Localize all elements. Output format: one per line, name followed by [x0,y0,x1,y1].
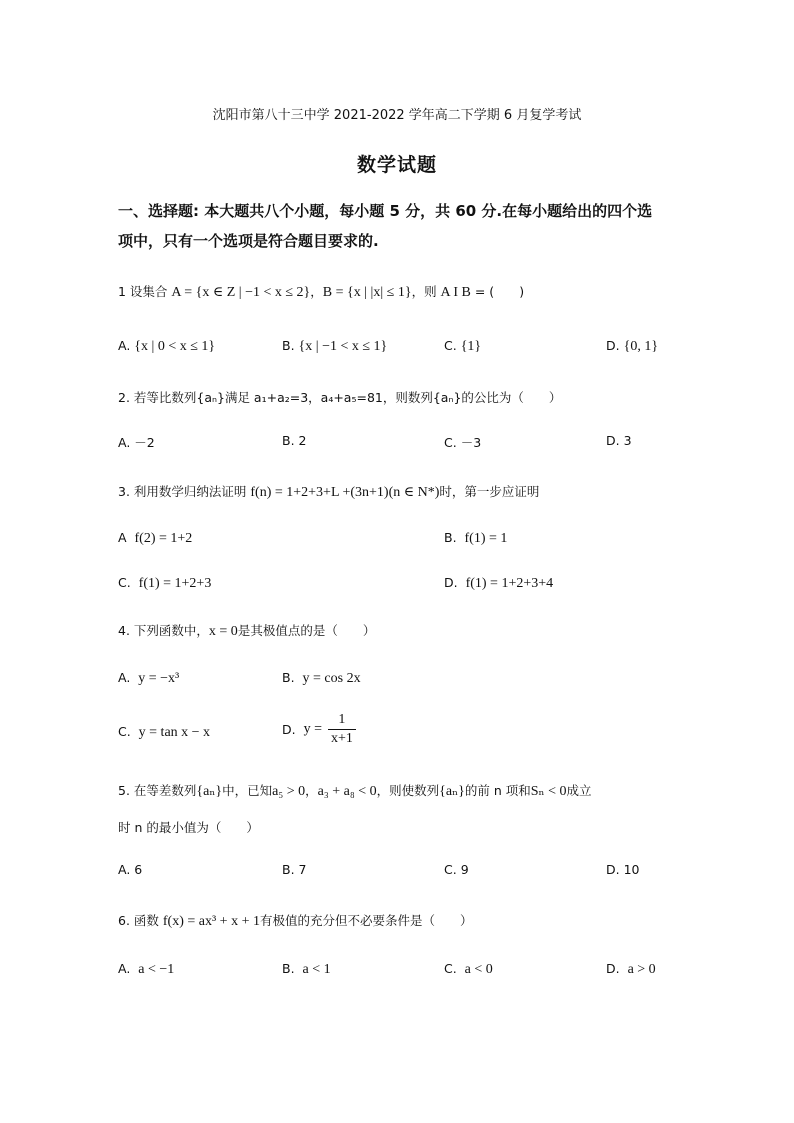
option-value: a < −1 [138,962,175,977]
question-4-suffix: 是其极值点的是（ ） [237,623,376,638]
option-value: 9 [460,862,469,877]
text: ，则使数列 [376,783,440,798]
option-label: C. [118,575,131,590]
question-2-option-c [444,433,481,451]
question-2-option-b [282,433,307,448]
question-5-option-a [118,862,142,877]
question-5-option-b [282,862,307,877]
question-4-option-d [282,712,356,747]
section-heading-line-1: 一、选择题: 本大题共八个小题，每小题 5 分，共 60 分.在每小题给出的四个选 [118,202,653,220]
option-value: 2 [298,433,307,448]
option-label: B. [282,433,295,448]
question-4-condition: x = 0 [208,624,238,639]
question-1-set-b: B = {x | |x| ≤ 1} [322,285,412,300]
question-5-option-c [444,862,469,877]
option-value: －2 [134,435,155,450]
option-label: B. [282,670,295,685]
fraction [328,712,356,747]
option-value: f(1) = 1 [464,531,508,546]
question-1 [118,282,524,301]
question-1-set-a: A = {x ∈ Z | −1 < x ≤ 2} [171,285,311,300]
text: 6. 函数 [118,913,163,928]
option-label: B. [282,338,295,353]
question-1-mid: ，则 [411,284,441,299]
question-1-expr: A I B [440,285,471,300]
question-1-suffix: = ( ) [470,284,525,299]
question-5-line-2: 时 n 的最小值为（ ） [118,820,259,835]
option-value: 6 [134,862,143,877]
option-label: C. [118,724,131,739]
option-label: D. [606,338,620,353]
question-4 [118,621,375,640]
option-label: A. [118,338,131,353]
question-6-option-c [444,961,493,978]
option-label: B. [444,530,457,545]
question-4-option-c [118,724,210,741]
math: {aₙ} [196,784,223,799]
option-value: f(2) = 1+2 [134,531,193,546]
option-label: A. [118,435,131,450]
fraction-numerator: 1 [338,712,346,727]
question-3-option-a [118,530,192,547]
option-label: D. [444,575,458,590]
question-3-formula: f(n) = 1+2+3+L +(3n+1)(n ∈ N*) [250,485,440,500]
option-label: A. [118,670,131,685]
math: f(x) = ax³ + x + 1 [162,914,260,929]
option-value: a < 0 [464,962,493,977]
question-5-option-d [606,862,640,877]
option-value: {x | −1 < x ≤ 1} [298,339,388,354]
option-value: y = −x³ [138,671,180,686]
option-value: y = cos 2x [302,671,361,686]
question-3-option-d [444,575,553,592]
exam-title: 数学试题 [356,154,437,176]
text: 的前 n 项和 [464,783,531,798]
option-lhs: y = [303,721,322,737]
question-3-option-b [444,530,507,547]
option-value: a > 0 [627,962,656,977]
section-heading [118,196,678,256]
option-label: C. [444,435,457,450]
option-label: A. [118,961,131,976]
option-value: y = tan x − x [138,725,211,740]
question-2-option-a [118,433,155,451]
math: {aₙ} [439,784,465,799]
question-1-option-c [444,338,481,355]
text: 5. 在等差数列 [118,783,197,798]
question-1-sep: ， [310,284,323,299]
option-label: B. [282,862,295,877]
option-value: {1} [460,339,482,354]
text: ， [305,783,318,798]
question-3-option-c [118,575,211,592]
math: a₅ > 0 [272,784,306,799]
option-value: f(1) = 1+2+3+4 [465,576,554,591]
question-6-option-a [118,961,174,978]
question-6-option-b [282,961,331,978]
option-value: {x | 0 < x ≤ 1} [134,339,216,354]
section-heading-line-2: 项中，只有一个选项是符合题目要求的. [118,232,379,250]
question-3-prefix: 3. 利用数学归纳法证明 [118,484,251,499]
question-2-option-d [606,433,632,448]
option-value: f(1) = 1+2+3 [138,576,212,591]
option-value: 10 [623,862,640,877]
option-value: a < 1 [302,962,331,977]
text: 成立 [566,783,592,798]
option-label: C. [444,862,457,877]
option-value: 7 [298,862,307,877]
fraction-denominator: x+1 [328,729,356,747]
option-label: D. [606,862,620,877]
question-6-option-d [606,961,656,978]
math: a₃ + a₈ < 0 [317,784,377,799]
question-1-option-d [606,338,658,355]
question-3-suffix: 时，第一步应证明 [439,484,540,499]
question-5-line-1 [118,781,592,800]
text: 中，已知 [222,783,273,798]
option-label: A. [118,862,131,877]
option-value: 3 [623,433,632,448]
option-label: C. [444,338,457,353]
question-1-prefix: 1 设集合 [118,284,172,299]
exam-subtitle: 沈阳市第八十三中学 2021-2022 学年高二下学期 6 月复学考试 [212,108,582,123]
option-label: C. [444,961,457,976]
option-label: D. [606,433,620,448]
question-2: 2. 若等比数列{aₙ}满足 a₁+a₂=3，a₄+a₅=81，则数列{aₙ}的公比为（ ） [118,390,562,405]
question-1-option-a [118,338,215,355]
option-label: D. [606,961,620,976]
math: Sₙ < 0 [530,784,567,799]
question-4-option-b [282,670,361,687]
question-1-option-b [282,338,387,355]
option-label: B. [282,961,295,976]
option-value: －3 [460,435,482,450]
option-label: A [118,530,127,545]
question-4-option-a [118,670,179,687]
question-6 [118,911,472,930]
question-3 [118,482,539,501]
option-label: D. [282,722,296,737]
question-4-prefix: 4. 下列函数中， [118,623,209,638]
text: 有极值的充分但不必要条件是（ ） [259,913,473,928]
option-value: {0, 1} [623,339,659,354]
